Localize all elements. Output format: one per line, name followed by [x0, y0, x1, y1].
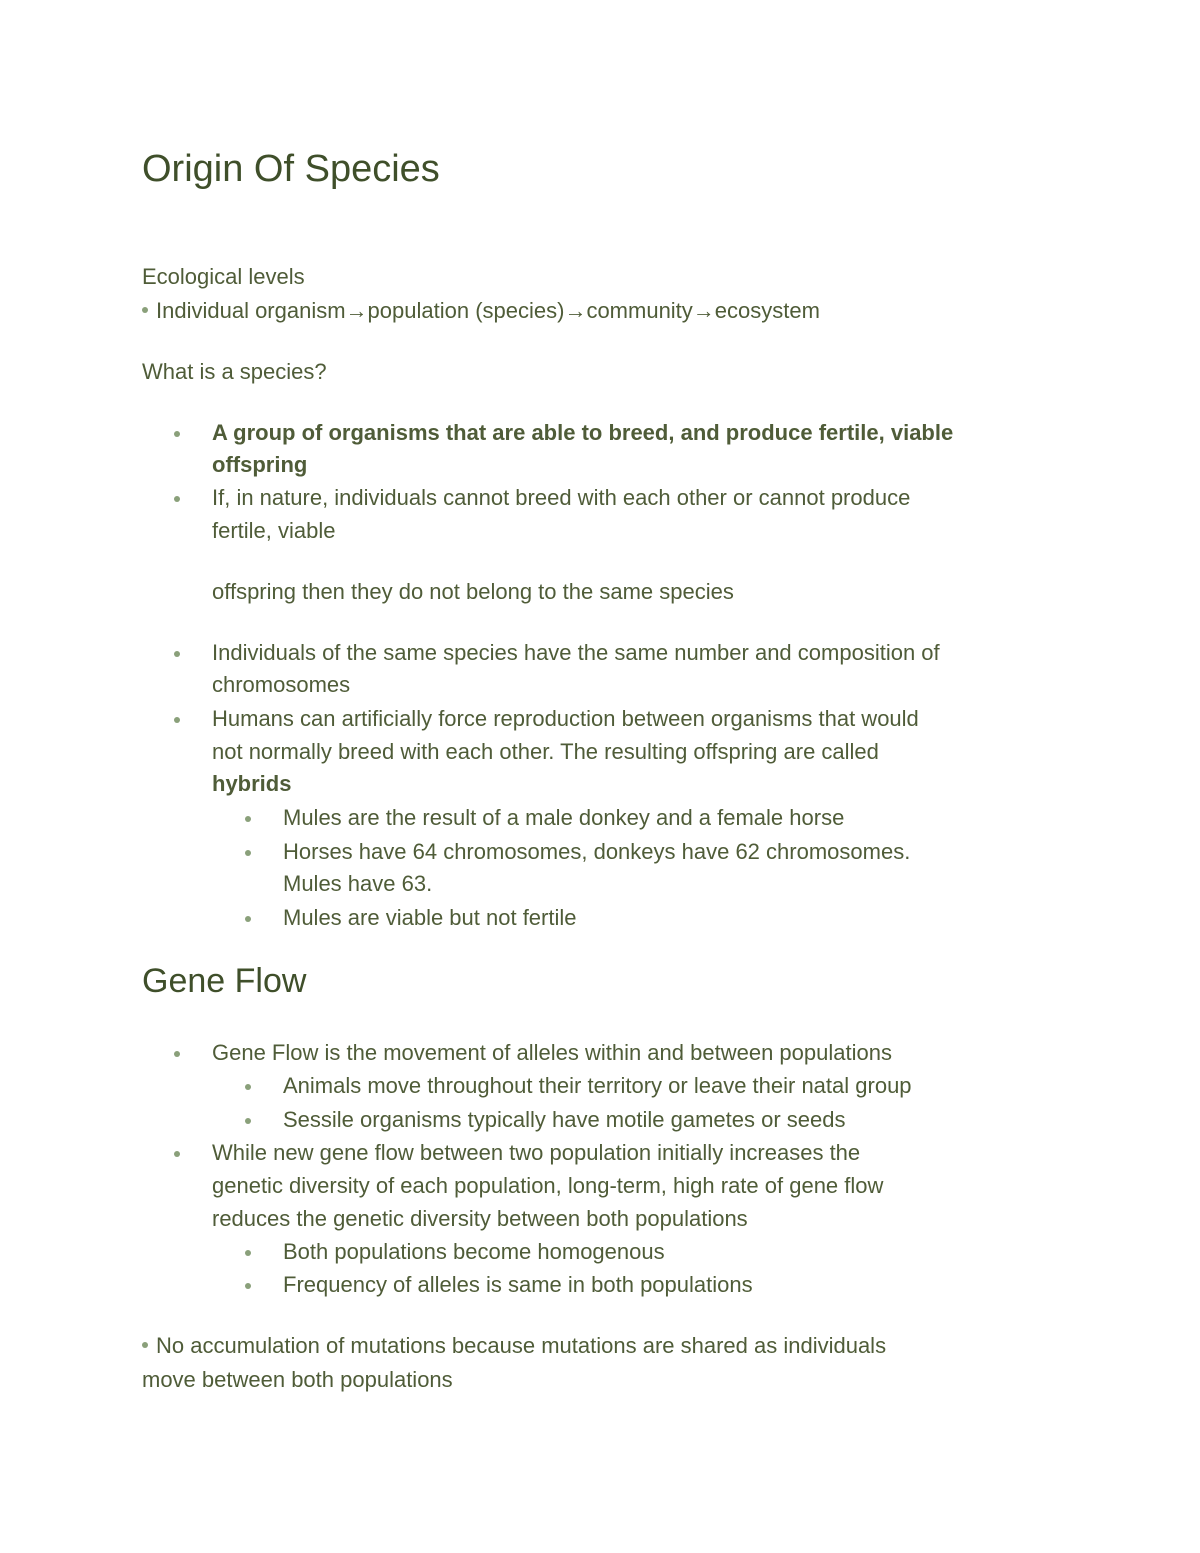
gene-flow-diversity-line2: genetic diversity of each population, long-term, high rate of gene flow	[212, 1173, 884, 1198]
mules-chromosomes-line2: Mules have 63.	[283, 871, 433, 896]
bullet-icon	[174, 1051, 180, 1057]
ecological-levels-item	[142, 294, 820, 327]
gene-flow-diversity-line3: reduces the genetic diversity between both populations	[212, 1206, 748, 1231]
document-page	[142, 0, 1062, 1553]
species-breed-line1: If, in nature, individuals cannot breed with each other or cannot produce	[212, 485, 911, 510]
bullet-icon	[245, 1250, 251, 1256]
species-definition-line2: offspring	[212, 452, 308, 477]
bullet-icon	[245, 916, 251, 922]
bullet-icon	[245, 1283, 251, 1289]
page-title: Origin Of Species	[142, 148, 440, 190]
mules-chromosomes-line1: Horses have 64 chromosomes, donkeys have 62 chromosomes.	[283, 839, 911, 864]
mutations-text: No accumulation of mutations because mutations are shared as individuals	[156, 1333, 887, 1358]
species-chromosomes-line1: Individuals of the same species have the same number and composition of	[212, 640, 940, 665]
bullet-icon	[174, 431, 180, 437]
gene-flow-frequency: Frequency of alleles is same in both populations	[283, 1272, 753, 1297]
gene-flow-animals: Animals move throughout their territory or leave their natal group	[283, 1073, 912, 1098]
hybrids-line2: not normally breed with each other. The resulting offspring are called	[212, 739, 879, 764]
bullet-icon	[174, 651, 180, 657]
mules-fertility: Mules are viable but not fertile	[283, 905, 577, 930]
bullet-icon	[174, 717, 180, 723]
gene-flow-sessile: Sessile organisms typically have motile gametes or seeds	[283, 1107, 846, 1132]
species-chromosomes-line2: chromosomes	[212, 672, 351, 697]
species-definition-line1: A group of organisms that are able to breed, and produce fertile, viable	[212, 420, 954, 445]
gene-flow-heading: Gene Flow	[142, 962, 307, 1000]
bullet-icon	[142, 1342, 148, 1348]
bullet-icon	[174, 1151, 180, 1157]
mules-origin: Mules are the result of a male donkey and a female horse	[283, 805, 845, 830]
bullet-icon	[245, 850, 251, 856]
bullet-icon	[245, 1084, 251, 1090]
bullet-icon	[245, 1118, 251, 1124]
gene-flow-homogenous: Both populations become homogenous	[283, 1239, 665, 1264]
bullet-icon	[142, 307, 148, 313]
gene-flow-definition: Gene Flow is the movement of alleles within and between populations	[212, 1040, 892, 1065]
mutations-line1	[142, 1329, 886, 1362]
species-question: What is a species?	[142, 359, 327, 384]
species-breed-line2: fertile, viable	[212, 518, 336, 543]
species-breed-continuation: offspring then they do not belong to the same species	[212, 579, 734, 604]
hybrids-term: hybrids	[212, 771, 292, 796]
gene-flow-diversity-line1: While new gene flow between two population initially increases the	[212, 1140, 861, 1165]
bullet-icon	[174, 496, 180, 502]
ecological-levels-heading: Ecological levels	[142, 264, 305, 289]
ecological-levels-text: Individual organism→population (species)→community→ecosystem	[156, 298, 820, 323]
hybrids-line1: Humans can artificially force reproduction between organisms that would	[212, 706, 919, 731]
bullet-icon	[245, 816, 251, 822]
mutations-line2: move between both populations	[142, 1367, 453, 1392]
